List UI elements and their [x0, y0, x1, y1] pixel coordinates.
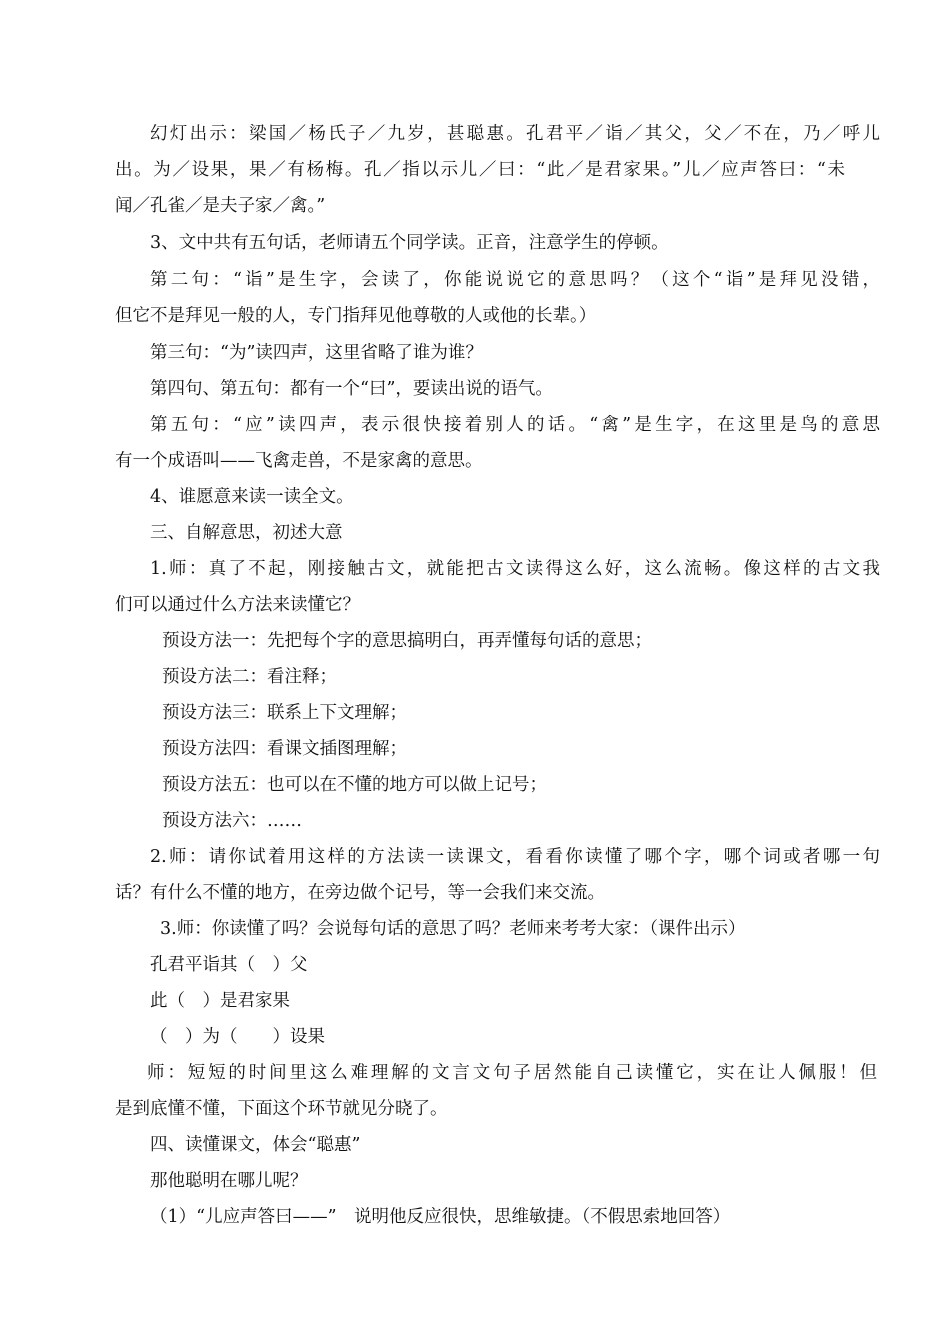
paragraph-line: 第五句：“应”读四声，表示很快接着别人的话。“禽”是生字，在这里是鸟的意思 [150, 415, 880, 435]
exercise-line: 孔君平诣其（ ）父 [150, 955, 308, 975]
section-heading: 三、自解意思，初述大意 [150, 523, 343, 543]
list-item: 预设方法六：…… [162, 811, 302, 831]
exercise-line: 此（ ）是君家果 [150, 991, 290, 1011]
exercise-line: （ ）为（ ）设果 [150, 1027, 325, 1047]
paragraph-line: 但它不是拜见一般的人，专门指拜见他尊敬的人或他的长辈。） [115, 306, 597, 326]
paragraph-line: 话？有什么不懂的地方，在旁边做个记号，等一会我们来交流。 [115, 883, 605, 903]
paragraph-line: 第三句：“为”读四声，这里省略了谁为谁？ [150, 343, 483, 363]
paragraph-line: 4、谁愿意来读一读全文。 [150, 487, 354, 507]
paragraph-line: 2.师：请你试着用这样的方法读一读课文，看看你读懂了哪个字，哪个词或者哪一句 [150, 847, 880, 867]
section-heading: 四、读懂课文，体会“聪惠” [150, 1135, 361, 1155]
paragraph-line: 3、文中共有五句话，老师请五个同学读。正音，注意学生的停顿。 [150, 233, 669, 253]
list-item: 预设方法四：看课文插图理解； [162, 739, 407, 759]
paragraph-line: 第四句、第五句：都有一个“曰”，要读出说的语气。 [150, 379, 553, 399]
paragraph-line: 是到底懂不懂，下面这个环节就见分晓了。 [115, 1099, 448, 1119]
paragraph-line: 幻灯出示：梁国／杨氏子／九岁，甚聪惠。孔君平／诣／其父，父／不在，乃／呼儿 [150, 124, 880, 144]
paragraph-line: 师：短短的时间里这么难理解的文言文句子居然能自己读懂它，实在让人佩服！但 [147, 1063, 877, 1083]
list-item: 预设方法五：也可以在不懂的地方可以做上记号； [162, 775, 547, 795]
paragraph-line: （1）“儿应声答曰——” 说明他反应很快，思维敏捷。（不假思索地回答） [150, 1207, 731, 1227]
paragraph-line: 3.师：你读懂了吗？会说每句话的意思了吗？老师来考考大家：（课件出示） [160, 919, 746, 939]
paragraph-line: 1.师：真了不起，刚接触古文，就能把古文读得这么好，这么流畅。像这样的古文我 [150, 559, 880, 579]
paragraph-line: 第二句：“诣”是生字，会读了，你能说说它的意思吗？（这个“诣”是拜见没错， [150, 270, 880, 290]
paragraph-line: 闻／孔雀／是夫子家／禽。” [115, 196, 326, 216]
paragraph-line: 那他聪明在哪儿呢？ [150, 1171, 308, 1191]
paragraph-line: 有一个成语叫——飞禽走兽，不是家禽的意思。 [115, 451, 483, 471]
paragraph-line: 出。为／设果，果／有杨梅。孔／指以示儿／曰：“此／是君家果。”儿／应声答曰：“未 [115, 160, 845, 180]
list-item: 预设方法二：看注释； [162, 667, 337, 687]
list-item: 预设方法三：联系上下文理解； [162, 703, 407, 723]
paragraph-line: 们可以通过什么方法来读懂它？ [115, 595, 360, 615]
list-item: 预设方法一：先把每个字的意思搞明白，再弄懂每句话的意思； [162, 631, 652, 651]
